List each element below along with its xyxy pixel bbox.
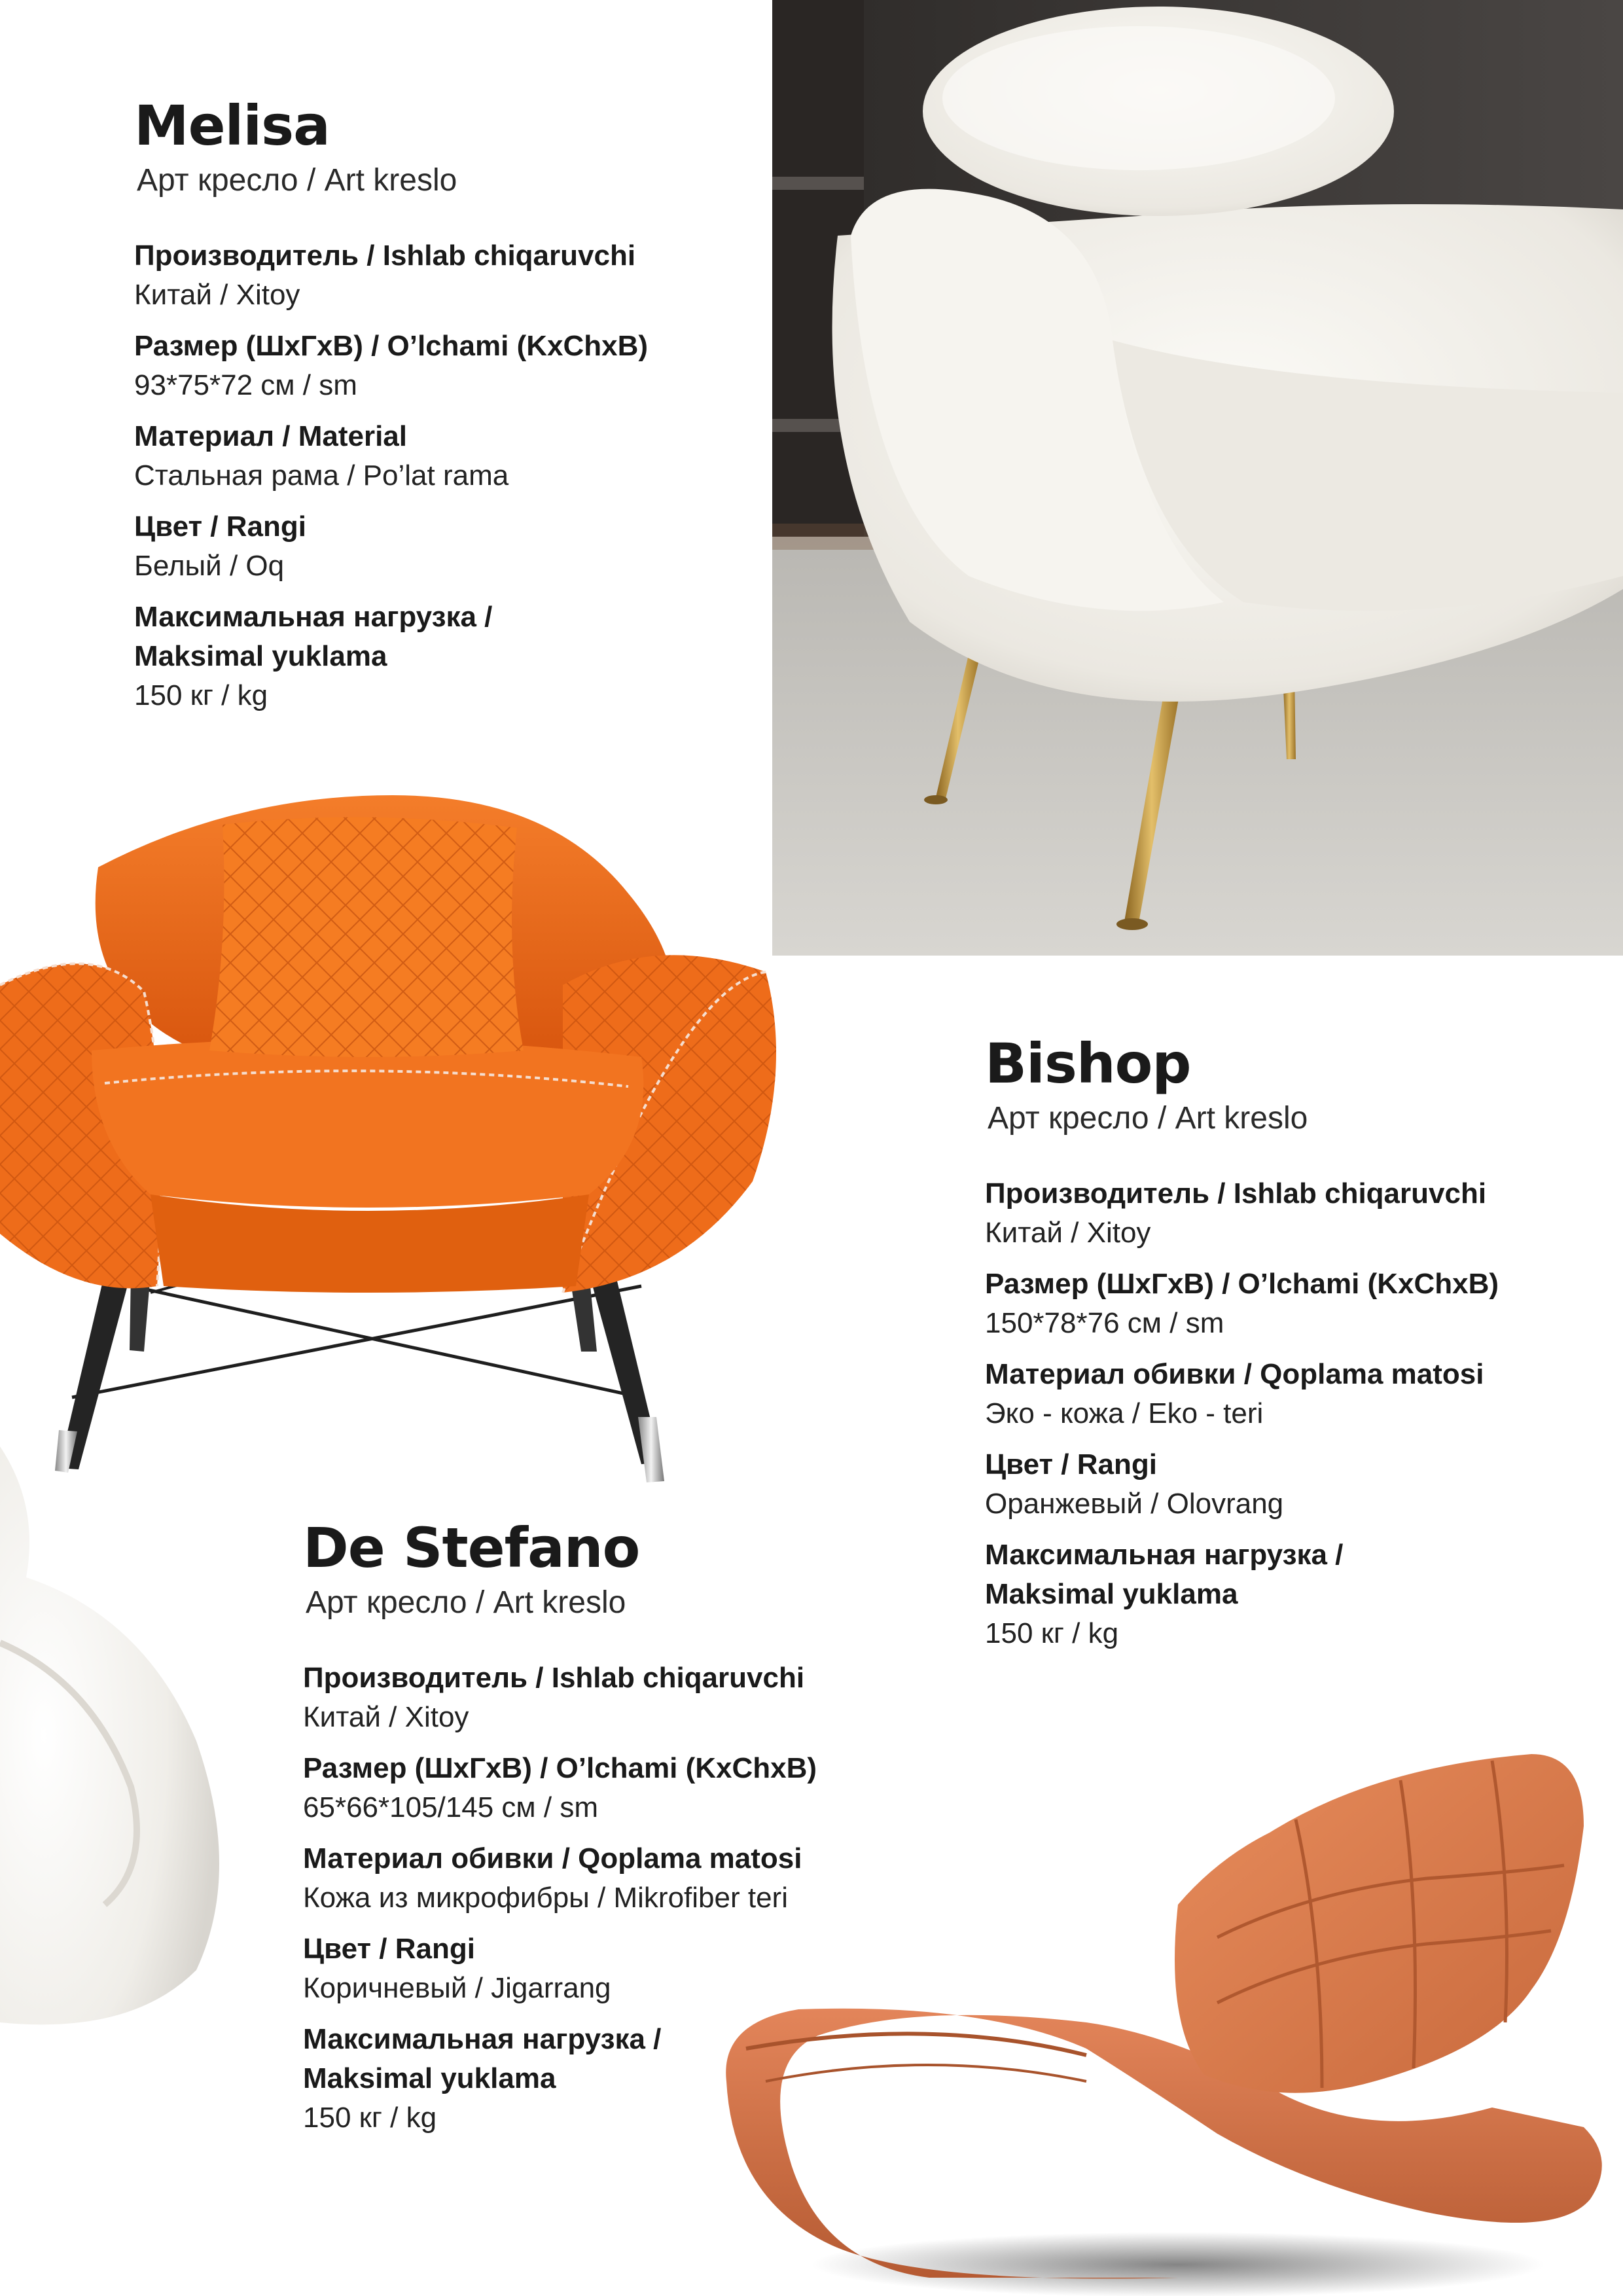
spec-row [303,1839,892,1918]
spec-list [134,236,789,715]
spec-value: Китай / Xitoy [985,1217,1151,1249]
spec-row [985,1174,1574,1253]
spec-value: Китай / Xitoy [134,279,300,311]
spec-label: Размер (ШхГхВ) / O’lchami (KxChxB) [303,1752,817,1784]
spec-label: Цвет / Rangi [303,1933,475,1965]
spec-row [134,507,789,586]
spec-label: Материал / Material [134,420,407,452]
spec-list [985,1174,1574,1653]
product-title: Bishop [985,1031,1191,1096]
spec-row [303,1659,892,1737]
spec-label: Максимальная нагрузка / Maksimal yuklama [303,2023,662,2094]
spec-value: 150 кг / kg [134,679,268,711]
product-subtitle: Арт кресло / Art kreslo [306,1585,626,1620]
spec-label: Цвет / Rangi [985,1448,1157,1480]
spec-label: Размер (ШхГхВ) / O’lchami (KxChxB) [985,1268,1499,1300]
spec-value: 150 кг / kg [303,2102,437,2134]
spec-value: Стальная рама / Po’lat rama [134,459,509,492]
product-subtitle: Арт кресло / Art kreslo [137,163,457,198]
spec-value: 65*66*105/145 см / sm [303,1791,598,1823]
product-subtitle: Арт кресло / Art kreslo [988,1101,1308,1136]
spec-label: Материал обивки / Qoplama matosi [985,1358,1484,1390]
product-melisa [134,94,789,727]
spec-row [303,1929,892,2008]
spec-value: Оранжевый / Olovrang [985,1488,1284,1520]
product-title: De Stefano [303,1516,640,1580]
spec-row [985,1445,1574,1524]
spec-label: Производитель / Ishlab chiqaruvchi [303,1662,805,1694]
spec-value: Китай / Xitoy [303,1701,469,1733]
spec-label: Производитель / Ishlab chiqaruvchi [134,240,636,272]
spec-row [134,327,789,405]
product-title: Melisa [134,94,330,158]
spec-label: Размер (ШхГхВ) / O’lchami (KxChxB) [134,330,649,362]
bishop-photo [0,776,792,1489]
spec-value: 150*78*76 см / sm [985,1307,1224,1339]
spec-label: Максимальная нагрузка / Maksimal yuklama [134,601,493,672]
spec-value: Эко - кожа / Eko - teri [985,1397,1264,1429]
spec-row [985,1265,1574,1343]
white-fur-edge-photo [0,1446,236,2036]
product-destefano [303,1516,892,2149]
spec-value: 93*75*72 см / sm [134,369,357,401]
melisa-photo [772,0,1623,956]
spec-label: Цвет / Rangi [134,511,306,543]
spec-label: Производитель / Ishlab chiqaruvchi [985,1177,1487,1210]
spec-value: Белый / Oq [134,550,285,582]
spec-row [134,417,789,495]
spec-label: Максимальная нагрузка / Maksimal yuklama [985,1539,1344,1610]
spec-label: Материал обивки / Qoplama matosi [303,1842,802,1874]
spec-value: Коричневый / Jigarrang [303,1972,611,2004]
spec-row [134,236,789,315]
spec-row [985,1535,1391,1653]
spec-row [985,1355,1574,1433]
spec-row [303,2020,709,2138]
spec-row [134,598,540,715]
product-bishop [985,1031,1574,1665]
spec-list [303,1659,892,2138]
spec-value: 150 кг / kg [985,1617,1119,1649]
spec-row [303,1749,892,1827]
spec-value: Кожа из микрофибры / Mikrofiber teri [303,1882,788,1914]
